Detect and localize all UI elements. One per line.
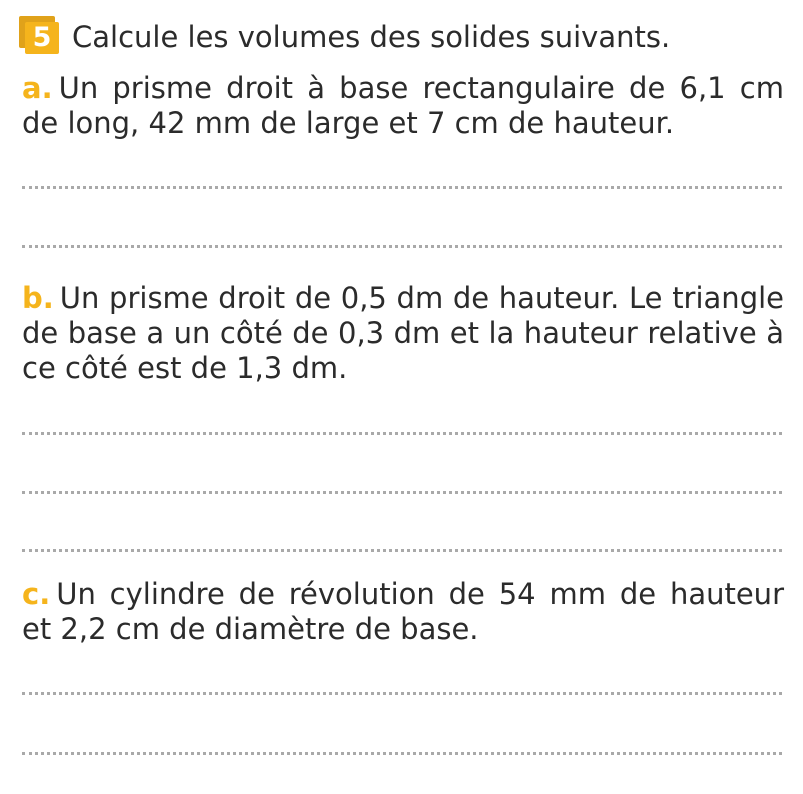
question-letter: c. — [22, 577, 51, 611]
question-c — [22, 577, 784, 647]
answer-line[interactable] — [22, 549, 782, 552]
answer-line[interactable] — [22, 432, 782, 435]
question-text: Un prisme droit à base rectangulaire de 6,1 cm de long, 42 mm de large et 7 cm de hauteur. — [22, 71, 784, 140]
question-text: Un cylindre de révolution de 54 mm de hauteur et 2,2 cm de diamètre de base. — [22, 577, 784, 646]
exercise-number: 5 — [25, 22, 59, 54]
answer-line[interactable] — [22, 752, 782, 755]
answer-line[interactable] — [22, 245, 782, 248]
answer-line[interactable] — [22, 692, 782, 695]
answer-line[interactable] — [22, 186, 782, 189]
question-a — [22, 71, 784, 141]
question-letter: a. — [22, 71, 53, 105]
exercise-number-badge — [19, 16, 63, 56]
exercise-title: Calcule les volumes des solides suivants. — [72, 20, 671, 54]
question-letter: b. — [22, 281, 54, 315]
question-text: Un prisme droit de 0,5 dm de hauteur. Le triangle de base a un côté de 0,3 dm et la hauteur relative à ce côté est de 1,3 dm. — [22, 281, 784, 385]
answer-line[interactable] — [22, 491, 782, 494]
question-b — [22, 281, 784, 386]
